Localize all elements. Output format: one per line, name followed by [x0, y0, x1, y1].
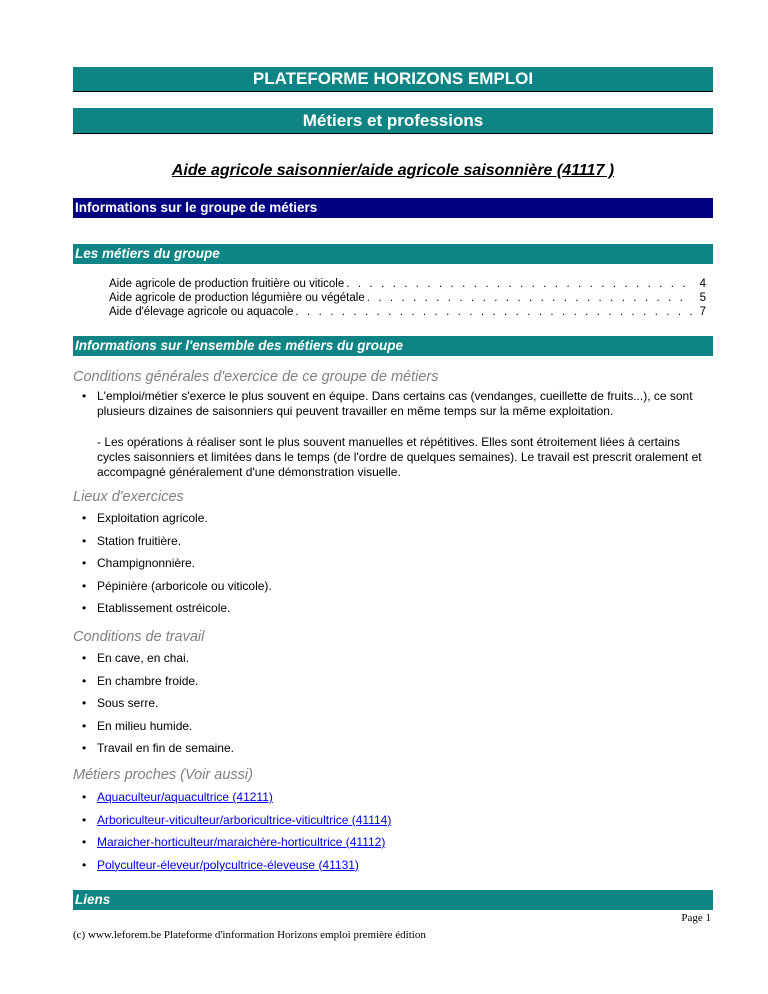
- job-title: Aide agricole saisonnier/aide agricole saisonnière (41117 ): [171, 162, 615, 179]
- toc-page-number: 7: [699, 306, 706, 318]
- toc-leader-dots: [295, 305, 692, 319]
- list-item: [82, 579, 712, 602]
- list-item: [82, 813, 712, 836]
- bullet-icon: •: [82, 696, 87, 710]
- bullet-icon: •: [82, 533, 87, 548]
- page-number: Page 1: [681, 912, 711, 924]
- paragraph-2: - Les opérations à réaliser sont le plus souvent manuelles et répétitives. Elles sont étroitement liées à certains cycles saisonniers et limitées dans le temps (de l'ordre de quelques semaines). Le travail est prescrit oralement et accompagné généralement d'une démonstration visuelle.: [97, 435, 702, 479]
- metiers-proches-list: [82, 790, 712, 880]
- bullet-icon: •: [82, 556, 87, 570]
- list-item: [82, 674, 712, 697]
- toc-leader-dots: [346, 277, 692, 291]
- bullet-icon: •: [82, 718, 87, 733]
- section-title-banner: Métiers et professions: [73, 108, 713, 134]
- list-item: [82, 601, 712, 624]
- bullet-icon: •: [82, 601, 87, 615]
- list-item-text: Station fruitière.: [97, 533, 182, 548]
- bullet-icon: •: [82, 651, 87, 665]
- toc-leader-dots: [367, 291, 692, 305]
- group-info-header: Informations sur le groupe de métiers: [73, 198, 713, 218]
- list-item: [82, 534, 712, 557]
- list-item-text: Exploitation agricole.: [97, 511, 208, 525]
- bullet-icon: •: [82, 835, 87, 849]
- list-item-text: Travail en fin de semaine.: [97, 741, 234, 755]
- toc-list: [109, 277, 706, 319]
- platform-title-banner: PLATEFORME HORIZONS EMPLOI: [73, 67, 713, 92]
- toc-label: Aide d'élevage agricole ou aquacole: [109, 306, 294, 318]
- list-item: [82, 511, 712, 534]
- toc-page-number: 4: [699, 278, 706, 290]
- footer-text: (c) www.leforem.be Plateforme d'information Horizons emploi première édition: [73, 929, 426, 941]
- bullet-icon: •: [82, 673, 87, 688]
- toc-label: Aide agricole de production fruitière ou viticole: [109, 278, 345, 290]
- all-jobs-info-header: Informations sur l'ensemble des métiers du groupe: [73, 336, 713, 356]
- conditions-travail-heading: Conditions de travail: [73, 629, 205, 645]
- related-job-link[interactable]: Polyculteur-éleveur/polycultrice-éleveuse (41131): [97, 857, 359, 872]
- list-item-text: Etablissement ostréicole.: [97, 601, 231, 615]
- conditions-generales-heading: Conditions générales d'exercice de ce groupe de métiers: [73, 369, 439, 385]
- lieux-heading: Lieux d'exercices: [73, 489, 184, 505]
- related-job-link[interactable]: Arboriculteur-viticulteur/arboricultrice-viticultrice (41114): [97, 812, 392, 827]
- conditions-generales-list: [82, 389, 712, 480]
- related-job-link[interactable]: Maraicher-horticulteur/maraichère-horticultrice (41112): [97, 835, 386, 849]
- group-jobs-header: Les métiers du groupe: [73, 244, 713, 264]
- list-item: [82, 719, 712, 742]
- list-item: [82, 651, 712, 674]
- list-item: [82, 835, 712, 858]
- bullet-icon: •: [82, 790, 87, 804]
- conditions-travail-list: [82, 651, 712, 764]
- list-item: [82, 556, 712, 579]
- toc-row[interactable]: [109, 291, 706, 305]
- toc-row[interactable]: [109, 305, 706, 319]
- bullet-icon: •: [82, 857, 87, 872]
- toc-row[interactable]: [109, 277, 706, 291]
- bullet-icon: •: [82, 578, 87, 593]
- lieux-list: [82, 511, 712, 624]
- list-item-text: Sous serre.: [97, 696, 159, 710]
- metiers-proches-heading: Métiers proches (Voir aussi): [73, 767, 253, 783]
- list-item: [82, 741, 712, 764]
- list-item-text: Pépinière (arboricole ou viticole).: [97, 578, 272, 593]
- list-item-text: En chambre froide.: [97, 673, 199, 688]
- list-item-text: Champignonnière.: [97, 556, 196, 570]
- list-item-text: En milieu humide.: [97, 718, 193, 733]
- toc-page-number: 5: [699, 292, 706, 304]
- list-item: [82, 790, 712, 813]
- bullet-icon: •: [82, 389, 87, 403]
- list-item: [82, 389, 712, 480]
- bullet-icon: •: [82, 741, 87, 755]
- list-item: [82, 696, 712, 719]
- bullet-icon: •: [82, 812, 87, 827]
- toc-label: Aide agricole de production légumière ou végétale: [109, 292, 365, 304]
- paragraph-1: L'emploi/métier s'exerce le plus souvent en équipe. Dans certains cas (vendanges, cueillette de fruits...), ce sont plusieurs dizaines de saisonniers qui peuvent travailler en même temps sur la même exploitation.: [97, 389, 693, 418]
- related-job-link[interactable]: Aquaculteur/aquacultrice (41211): [97, 790, 273, 804]
- list-item-text: En cave, en chai.: [97, 651, 190, 665]
- list-item: [82, 858, 712, 881]
- links-header: Liens: [73, 890, 713, 910]
- bullet-icon: •: [82, 511, 87, 525]
